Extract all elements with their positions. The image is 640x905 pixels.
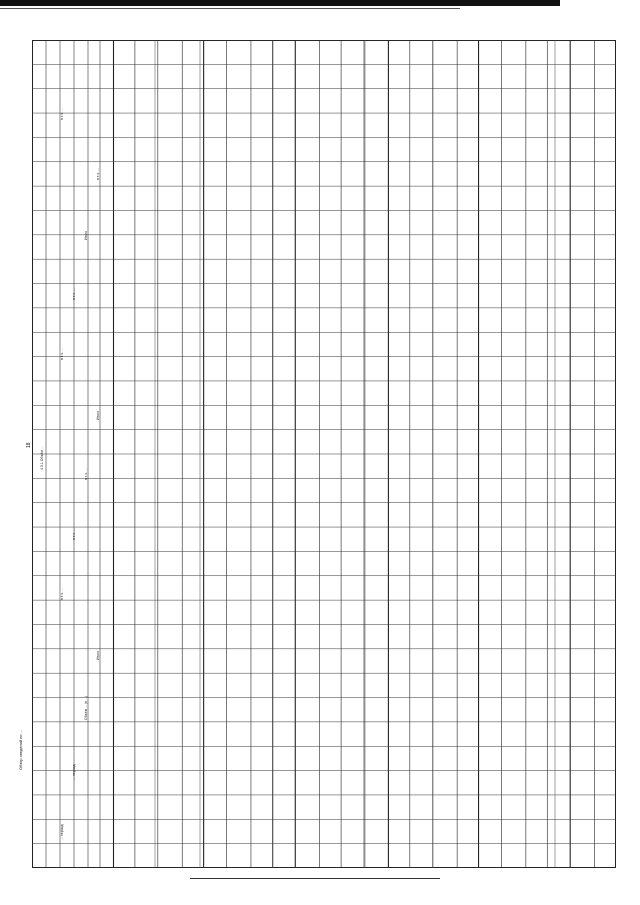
header-label: в т.ч. ... bbox=[72, 288, 76, 300]
header-label: в т.ч. ... bbox=[84, 468, 88, 480]
document-title-center: 4.3.1 Объём ... bbox=[40, 446, 44, 470]
header-label: в т.ч. ... bbox=[60, 588, 64, 600]
header-label: в т.ч. ... bbox=[96, 168, 100, 180]
header-label: Итого bbox=[84, 230, 88, 240]
page-number: 18 bbox=[26, 442, 32, 448]
bottom-rule bbox=[190, 878, 440, 879]
top-rule bbox=[0, 8, 460, 9]
header-label: в т.ч. ... bbox=[60, 108, 64, 120]
scanned-table-grid bbox=[32, 40, 616, 868]
document-title-left: Обзор сведений по ... bbox=[18, 729, 23, 770]
header-label: в т.ч. ... bbox=[60, 348, 64, 360]
header-label: ... период bbox=[72, 764, 76, 780]
header-label: Итого bbox=[96, 410, 100, 420]
header-label: ... период bbox=[60, 824, 64, 840]
header-label: Объём ... (в ...) bbox=[84, 695, 88, 720]
top-border-bar bbox=[0, 0, 560, 6]
header-label: Итого bbox=[96, 650, 100, 660]
header-label: в т.ч. ... bbox=[72, 528, 76, 540]
